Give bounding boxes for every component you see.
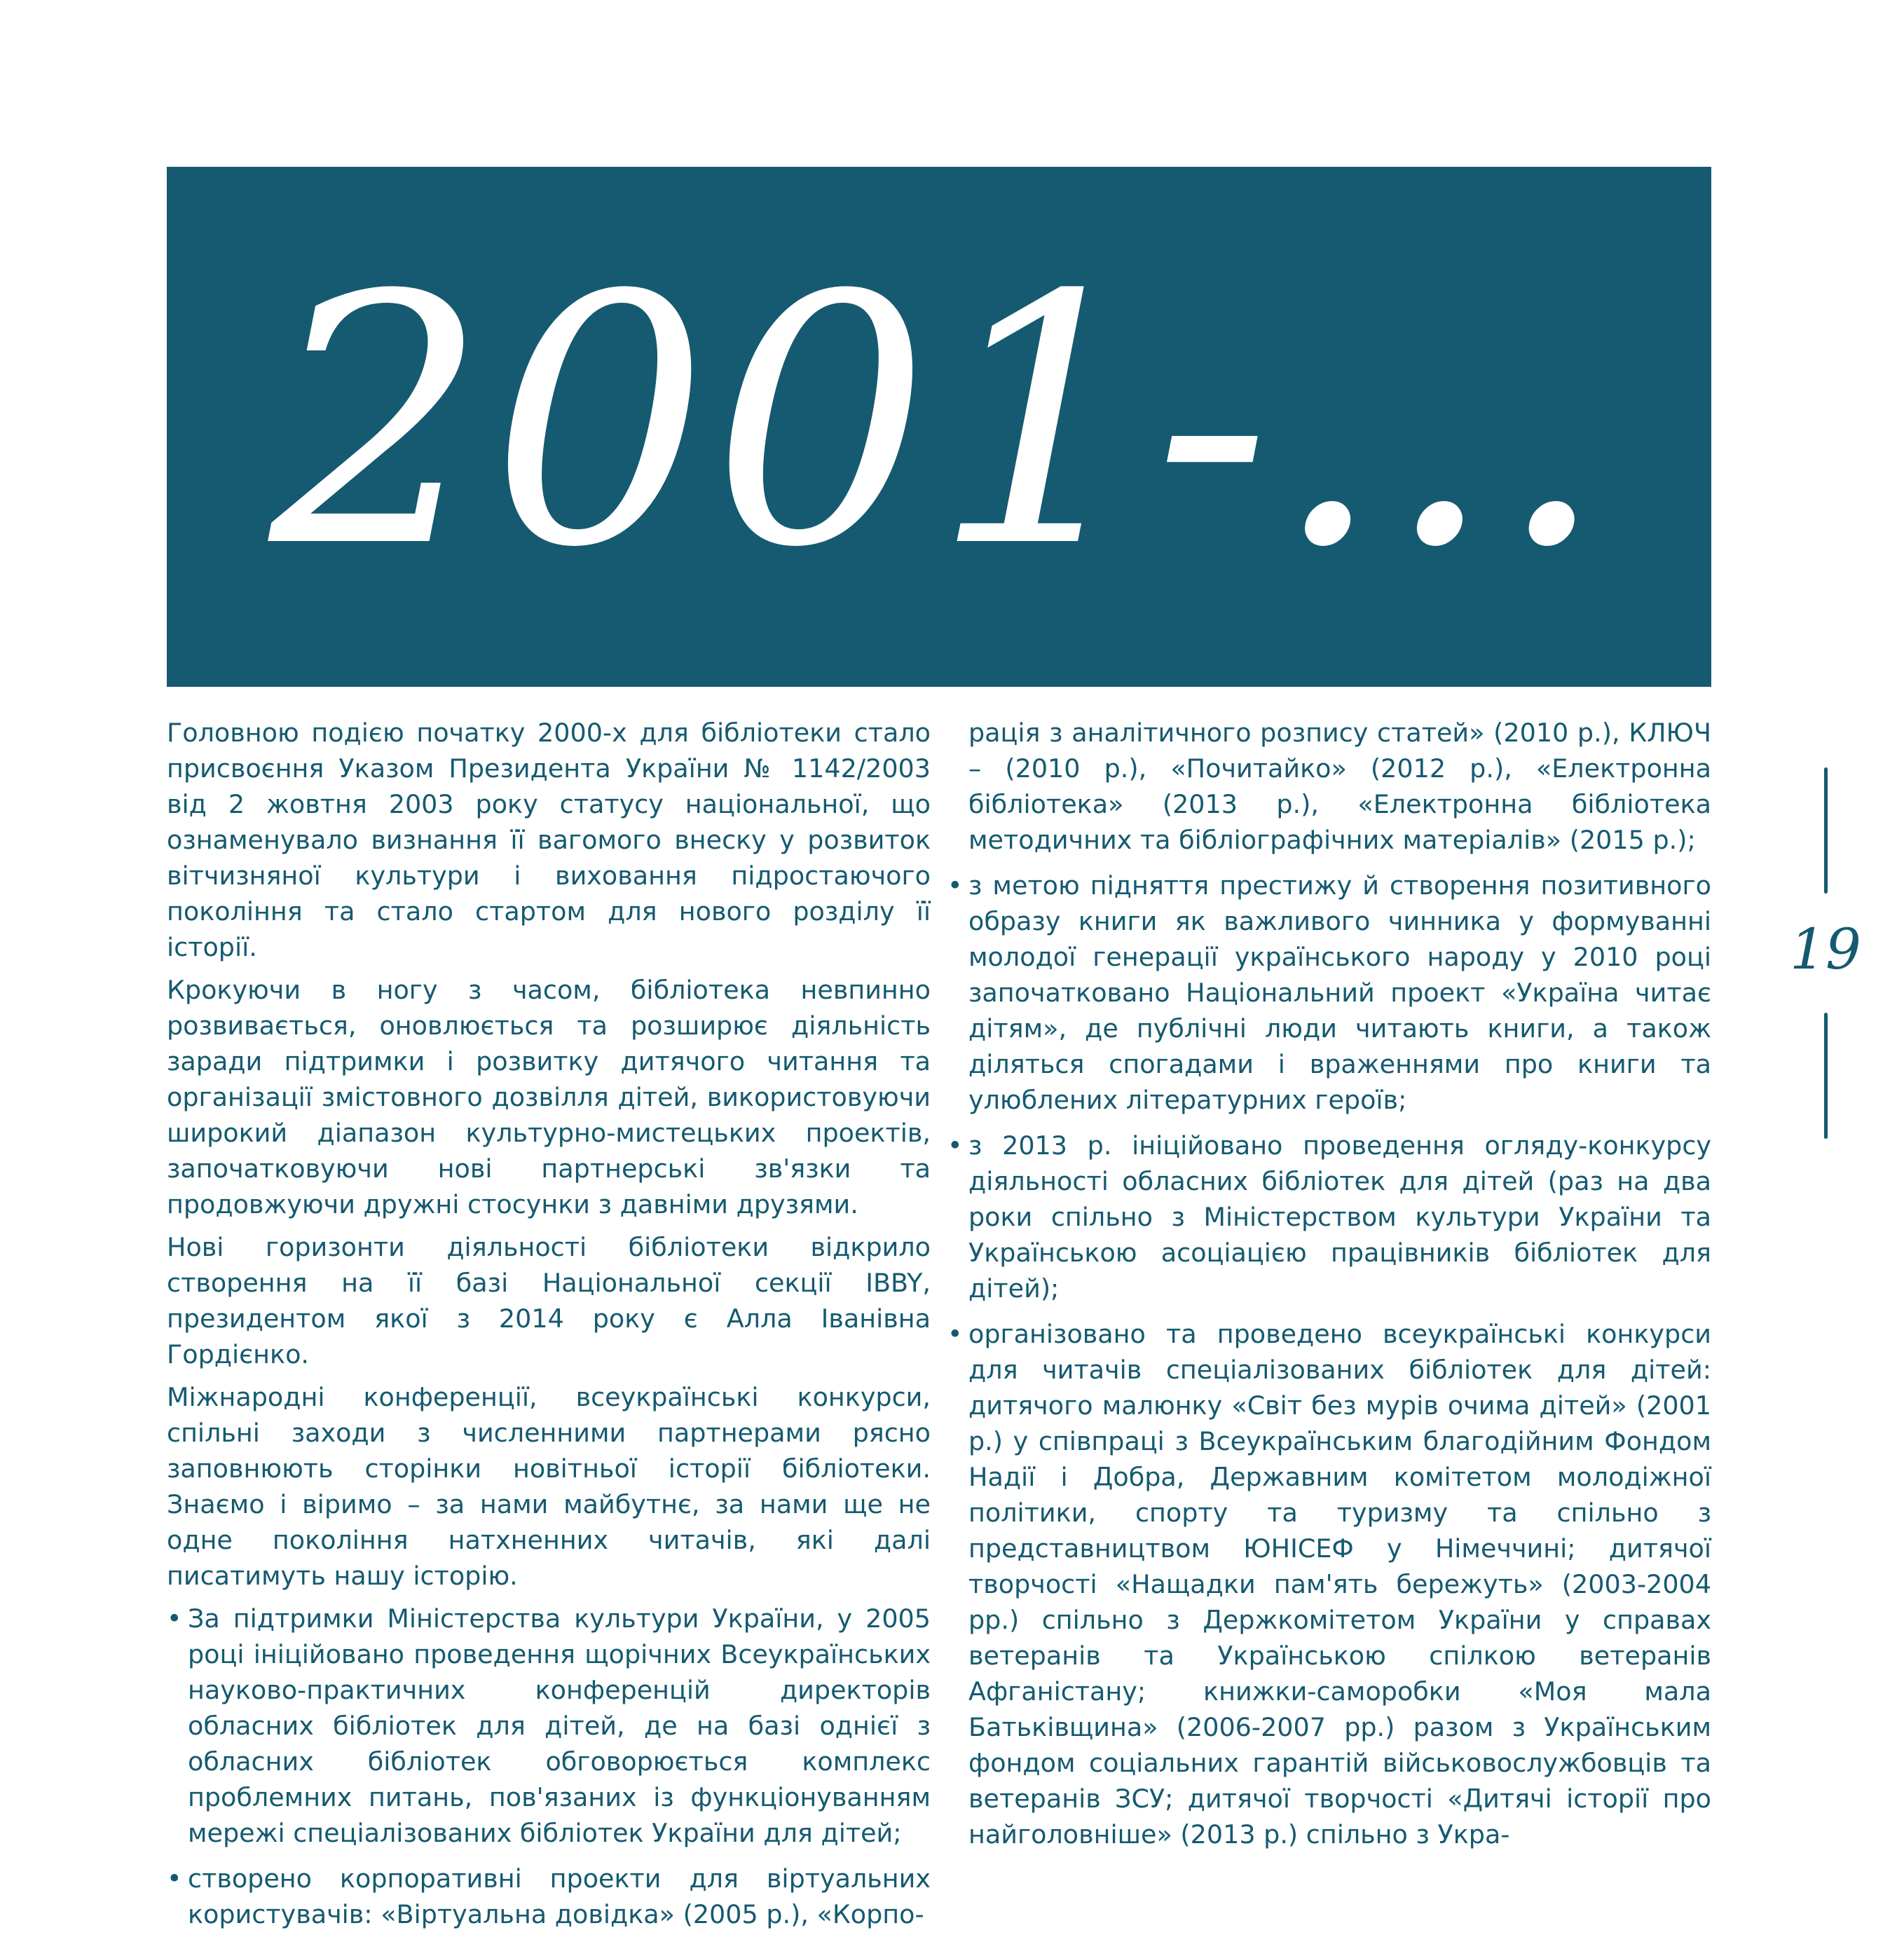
- paragraph: Крокуючи в ногу з часом, бібліотека невпинно розвивається, оновлюється та розширює діяльність заради підтримки і розвитку дитячого читання та організації змістовного дозвілля дітей, використовуючи широкий діапазон культурно-мистецьких проектів, започатковуючи нові партнерські зв'язки та продовжуючи дружні стосунки з давніми друзями.: [167, 975, 931, 1219]
- right-column: [947, 715, 1711, 1862]
- page-divider-bottom: [1824, 1013, 1828, 1139]
- left-column: [167, 715, 931, 1942]
- page-divider-top: [1824, 767, 1828, 894]
- list-item: • організовано та проведено всеукраїнські конкурси для читачів спеціалізованих бібліотек для дітей: дитячого малюнку «Світ без мурів очима дітей» (2001 р.) у співпраці з Всеукраїнським благодійним Фондом Надії і Добра, Державним комітетом молодіжної політики, спорту та туризму та спільно з представництвом ЮНІСЕФ у Німеччині; дитячої творчості «Нащадки пам'ять бережуть» (2003-2004 рр.) спільно з Держкомітетом України у справах ветеранів та Українською спілкою ветеранів Афганістану; книжки-саморобки «Моя мала Батьківщина» (2006-2007 рр.) разом з Українським фондом соціальних гарантій військовослужбовців та ветеранів ЗСУ; дитячої творчості «Дитячі історії про найголовніше» (2013 р.) спільно з Укра-: [947, 1316, 1711, 1852]
- list-item: • За підтримки Міністерства культури України, у 2005 році ініційовано проведення щорічних Всеукраїнських науково-практичних конференцій директорів обласних бібліотек для дітей, де на базі однієї з обласних бібліотек обговорюється комплекс проблемних питань, пов'язаних із функціонуванням мережі спеціалізованих бібліотек України для дітей;: [167, 1601, 931, 1851]
- banner-title: 2001-...: [269, 222, 1609, 622]
- paragraph: Міжнародні конференції, всеукраїнські конкурси, спільні заходи з численними партнерами рясно заповнюють сторінки новітньої історії бібліотеки. Знаємо і віримо – за нами майбутнє, за нами ще не одне покоління натхненних читачів, які далі писатимуть нашу історію.: [167, 1382, 931, 1591]
- continued-list-item: рація з аналітичного розпису статей» (2010 р.), КЛЮЧ – (2010 р.), «Почитайко» (2012 р.), «Електронна бібліотека» (2013 р.), «Електронна бібліотека методичних та бібліографічних матеріалів» (2015 р.);: [968, 718, 1711, 855]
- title-banner: [167, 167, 1711, 687]
- paragraph: Нові горизонти діяльності бібліотеки відкрило створення на її базі Національної секції IBBY, президентом якої з 2014 року є Алла Іванівна Гордієнко.: [167, 1232, 931, 1369]
- list-item: • з метою підняття престижу й створення позитивного образу книги як важливого чинника у формуванні молодої генерації українського народу у 2010 році започатковано Національний проект «Україна читає дітям», де публічні люди читають книги, а також діляться спогадами і враженнями про книги та улюблених літературних героїв;: [947, 868, 1711, 1118]
- page-number-marker: [1780, 767, 1871, 1139]
- list-item: • з 2013 р. ініційовано проведення огляду-конкурсу діяльності обласних бібліотек для дітей (раз на два роки спільно з Міністерством культури України та Українською асоціацією працівників бібліотек для дітей);: [947, 1128, 1711, 1306]
- list-item: • створено корпоративні проекти для віртуальних користувачів: «Віртуальна довідка» (2005 р.), «Корпо-: [167, 1861, 931, 1932]
- page-number: 19: [1790, 917, 1861, 982]
- bullet-list: [167, 1601, 931, 1932]
- paragraph: Головною подією початку 2000-х для бібліотеки стало присвоєння Указом Президента України № 1142/2003 від 2 жовтня 2003 року статусу національної, що ознаменувало визнання її вагомого внеску у розвиток вітчизняної культури і виховання підростаючого покоління та стало стартом для нового розділу її історії.: [167, 718, 931, 962]
- bullet-list: [947, 868, 1711, 1852]
